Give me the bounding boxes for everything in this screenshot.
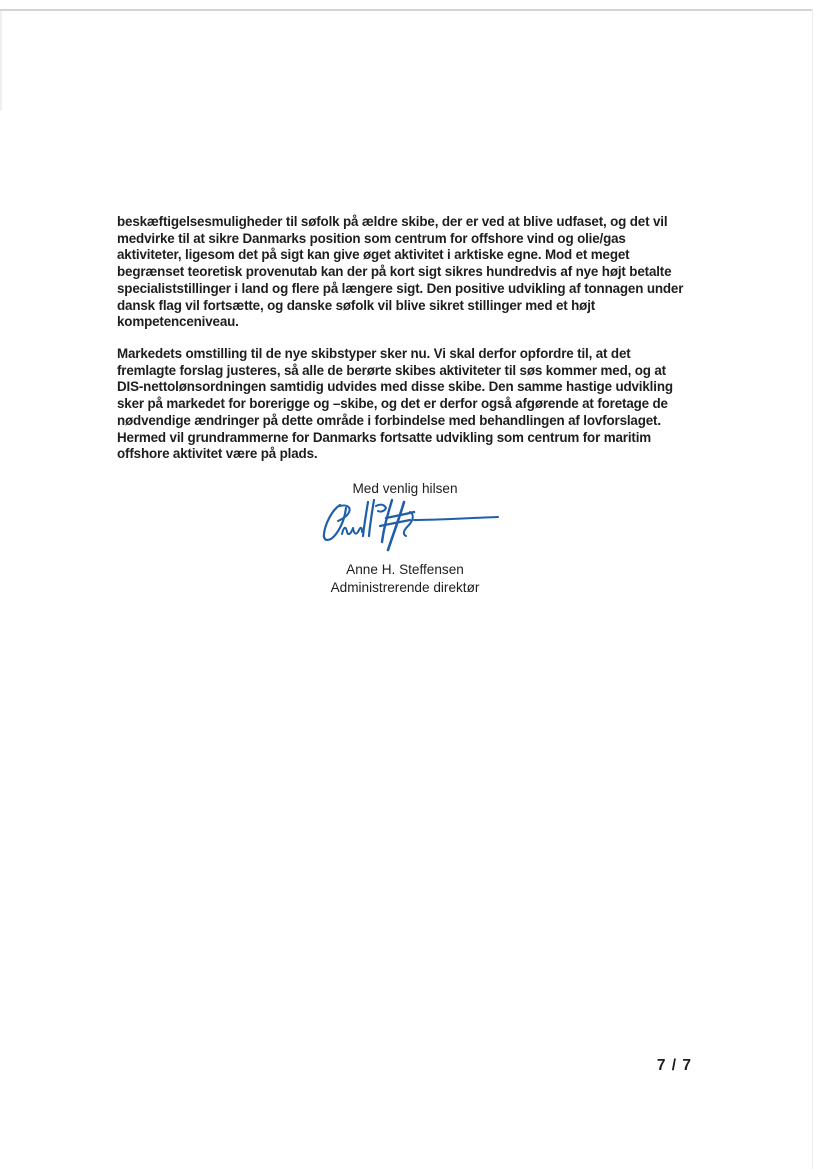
scan-border-top — [0, 9, 812, 11]
signer-title: Administrerende direktør — [330, 580, 480, 595]
handwritten-signature — [318, 496, 500, 556]
closing-greeting: Med venlig hilsen — [352, 481, 458, 496]
signer-name: Anne H. Steffensen — [346, 562, 464, 577]
letter-paragraph-1: beskæftigelsesmuligheder til søfolk på ældre skibe, der er ved at blive udfaset, og det vil medvirke til at sikre Danmarks position som centrum for offshore vind og olie/gas aktiviteter, ligesom det på sigt kan give øget aktivitet i arktiske egne. Mod et meget begrænset teoretisk provenutab kan der på kort sigt sikres hundredvis af nye højt betalte specialiststillinger i land og flere på længere sigt. Den positive udvikling af tonnagen under dansk flag vil fortsætte, og danske søfolk vil blive sikret stillinger med et højt kompetenceniveau. — [117, 214, 684, 330]
letter-paragraph-2: Markedets omstilling til de nye skibstyper sker nu. Vi skal derfor opfordre til, at det fremlagte forslag justeres, så alle de berørte skibes aktiviteter til søs kommer med, og at DIS-nettolønsordningen samtidig udvides med disse skibe. Den samme hastige udvikling sker på markedet for borerigge og –skibe, og det er derfor også afgørende at foretage de nødvendige ændringer på dette område i forbindelse med behandlingen af lovforslaget. Hermed vil grundrammerne for Danmarks fortsatte udvikling som centrum for maritim offshore aktivitet være på plads. — [117, 346, 673, 462]
scan-border-left — [0, 11, 2, 111]
page-number: 7 / 7 — [656, 1057, 692, 1074]
scan-border-right — [812, 9, 813, 1169]
